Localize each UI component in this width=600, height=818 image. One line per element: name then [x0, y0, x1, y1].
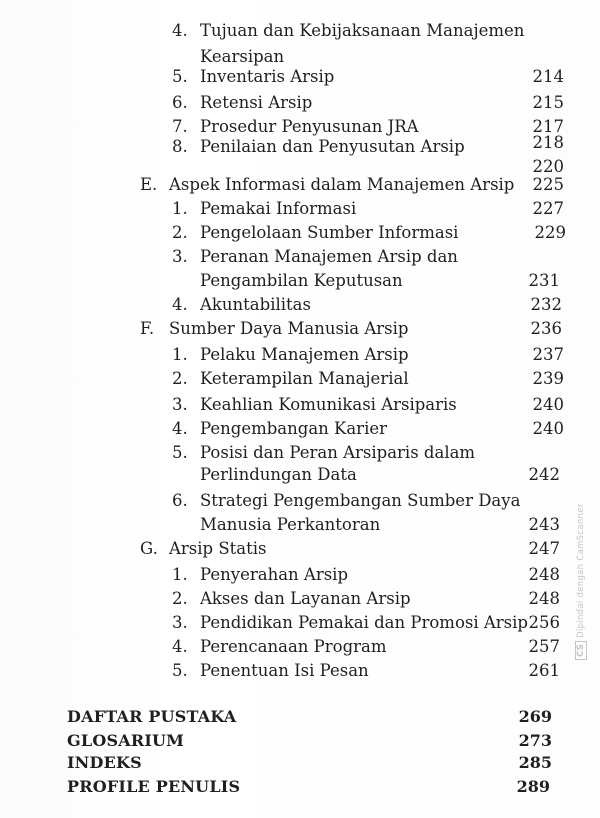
entry-number: 6. — [172, 491, 188, 510]
entry-title: Strategi Pengembangan Sumber Daya — [200, 491, 521, 510]
entry-page-number: 240 — [532, 419, 564, 438]
subsection-entry — [0, 368, 600, 390]
entry-number: 4. — [172, 295, 188, 314]
entry-number: 1. — [172, 199, 188, 218]
entry-page-number: 242 — [528, 465, 560, 484]
entry-number: E. — [140, 175, 158, 194]
subsection-entry — [0, 564, 600, 586]
section-entry — [0, 538, 600, 560]
back-matter-entry — [0, 730, 600, 752]
camscanner-logo-icon: CS — [575, 641, 587, 660]
entry-number: 8. — [172, 137, 188, 156]
entry-title: DAFTAR PUSTAKA — [67, 707, 237, 726]
entry-title: Manusia Perkantoran — [200, 515, 381, 534]
entry-title: Akses dan Layanan Arsip — [200, 589, 411, 608]
entry-page-number: 285 — [518, 753, 552, 772]
entry-number: 2. — [172, 369, 188, 388]
entry-number: 3. — [172, 395, 188, 414]
entry-page-number: 261 — [528, 661, 560, 680]
entry-page-number: 248 — [528, 589, 560, 608]
entry-title: Penyerahan Arsip — [200, 565, 349, 584]
entry-title: Pendidikan Pemakai dan Promosi Arsip — [200, 613, 528, 632]
subsection-entry — [0, 246, 600, 268]
entry-number: 1. — [172, 565, 188, 584]
subsection-entry — [0, 490, 600, 512]
subsection-entry — [0, 46, 600, 68]
entry-title: Aspek Informasi dalam Manajemen Arsip — [169, 175, 515, 194]
entry-number: 3. — [172, 613, 188, 632]
subsection-entry — [0, 612, 600, 634]
entry-number: 2. — [172, 223, 188, 242]
entry-title: Sumber Daya Manusia Arsip — [169, 319, 409, 338]
entry-title: Pengembangan Karier — [200, 419, 388, 438]
entry-number: 5. — [172, 443, 188, 462]
entry-page-number: 215 — [532, 93, 564, 112]
entry-page-number: 269 — [518, 707, 552, 726]
entry-page-number: 227 — [532, 199, 564, 218]
entry-title: GLOSARIUM — [67, 731, 185, 750]
entry-title: Pengelolaan Sumber Informasi — [200, 223, 459, 242]
entry-number: 4. — [172, 637, 188, 656]
subsection-entry — [0, 418, 600, 440]
entry-title: INDEKS — [67, 753, 142, 772]
entry-title: PROFILE PENULIS — [67, 777, 241, 796]
subsection-entry — [0, 92, 600, 114]
entry-page-number: 273 — [518, 731, 552, 750]
entry-number: 4. — [172, 419, 188, 438]
entry-number: 3. — [172, 247, 188, 266]
subsection-entry — [0, 636, 600, 658]
watermark-text: Dipindai dengan CamScanner — [576, 503, 586, 638]
entry-page-number: 256 — [528, 613, 560, 632]
entry-number: G. — [140, 539, 158, 558]
entry-number: 7. — [172, 117, 188, 136]
entry-page-number: 240 — [532, 395, 564, 414]
subsection-entry — [0, 198, 600, 220]
entry-title: Tujuan dan Kebijaksanaan Manajemen — [200, 21, 525, 40]
entry-number: F. — [140, 319, 155, 338]
entry-title: Peranan Manajemen Arsip dan — [200, 247, 458, 266]
subsection-entry — [0, 222, 600, 244]
subsection-entry — [0, 344, 600, 366]
entry-page-number: 247 — [528, 539, 560, 558]
entry-title: Inventaris Arsip — [200, 67, 335, 86]
entry-title: Keahlian Komunikasi Arsiparis — [200, 395, 457, 414]
back-matter-entry — [0, 752, 600, 774]
entry-title: Pemakai Informasi — [200, 199, 357, 218]
entry-title: Pelaku Manajemen Arsip — [200, 345, 409, 364]
section-entry — [0, 318, 600, 340]
subsection-entry — [0, 394, 600, 416]
subsection-entry — [0, 660, 600, 682]
entry-title: Kearsipan — [200, 47, 285, 66]
subsection-entry — [0, 133, 600, 158]
camscanner-watermark — [575, 503, 587, 660]
entry-title: Arsip Statis — [169, 539, 267, 558]
entry-page-number: 236 — [530, 319, 562, 338]
back-matter-entry — [0, 706, 600, 728]
subsection-entry — [0, 464, 600, 486]
entry-title: Prosedur Penyusunan JRA — [200, 117, 419, 136]
entry-number: 2. — [172, 589, 188, 608]
entry-page-number: 243 — [528, 515, 560, 534]
entry-title: Keterampilan Manajerial — [200, 369, 409, 388]
subsection-entry — [0, 442, 600, 464]
entry-page-number: 239 — [532, 369, 564, 388]
entry-page-number: 232 — [530, 295, 562, 314]
entry-title: Perencanaan Program — [200, 637, 387, 656]
entry-title: Penilaian dan Penyusutan Arsip — [200, 137, 465, 156]
back-matter-entry — [0, 776, 600, 798]
subsection-entry — [0, 588, 600, 610]
entry-page-number: 217 — [532, 117, 564, 136]
section-entry — [0, 174, 600, 196]
entry-page-number: 225 — [532, 175, 564, 194]
entry-page-number: 220 — [532, 157, 564, 176]
entry-page-number: 237 — [532, 345, 564, 364]
entry-number: 1. — [172, 345, 188, 364]
entry-number: 5. — [172, 661, 188, 680]
entry-page-number: 289 — [516, 777, 550, 796]
entry-number: 5. — [172, 67, 188, 86]
entry-page-number: 248 — [528, 565, 560, 584]
entry-title: Akuntabilitas — [200, 295, 311, 314]
entry-number: 4. — [172, 21, 188, 40]
entry-page-number: 231 — [528, 271, 560, 290]
entry-title: Posisi dan Peran Arsiparis dalam — [200, 443, 476, 462]
subsection-entry — [0, 514, 600, 536]
subsection-entry — [0, 270, 600, 292]
entry-number: 6. — [172, 93, 188, 112]
subsection-entry — [0, 66, 600, 88]
entry-page-number: 229 — [534, 223, 566, 242]
entry-page-number: 214 — [532, 67, 564, 86]
entry-title: Penentuan Isi Pesan — [200, 661, 369, 680]
entry-page-number: 218 — [532, 133, 564, 152]
entry-title: Retensi Arsip — [200, 93, 313, 112]
entry-page-number: 257 — [528, 637, 560, 656]
subsection-entry — [0, 20, 600, 42]
subsection-entry — [0, 294, 600, 316]
entry-title: Perlindungan Data — [200, 465, 357, 484]
entry-title: Pengambilan Keputusan — [200, 271, 403, 290]
subsection-entry — [0, 116, 600, 138]
